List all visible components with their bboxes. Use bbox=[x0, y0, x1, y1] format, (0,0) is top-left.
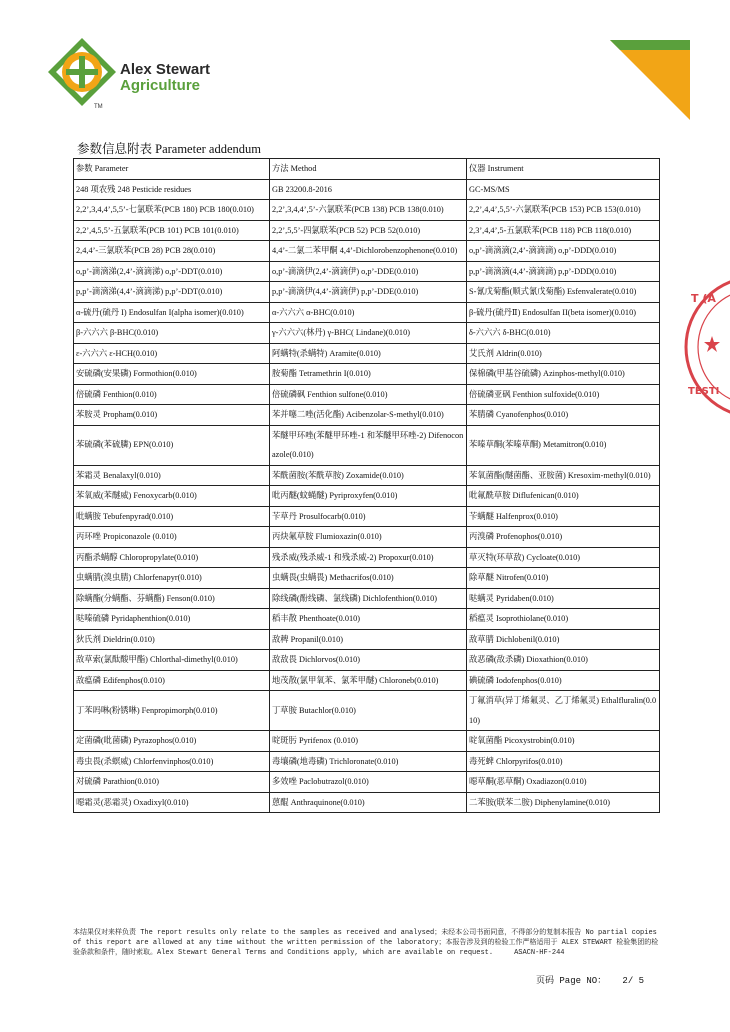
table-row bbox=[74, 670, 660, 691]
table-row bbox=[74, 629, 660, 650]
method-cell: 吡丙醚(蚊蝇醚) Pyriproxyfen(0.010) bbox=[270, 486, 467, 507]
method-cell: 残杀威(残杀威-1 和残杀威-2) Propoxur(0.010) bbox=[270, 547, 467, 568]
parameter-cell: 丙环唑 Propiconazole (0.010) bbox=[74, 527, 270, 548]
parameter-cell: 2,2’,3,4,4’,5,5’-七氯联苯(PCB 180) PCB 180(0.010) bbox=[74, 200, 270, 221]
parameter-cell: 苯硫磷(苯硫膦) EPN(0.010) bbox=[74, 425, 270, 465]
instrument-cell: 除草醚 Nitrofen(0.010) bbox=[467, 568, 660, 589]
method-cell: 多效唑 Paclobutrazol(0.010) bbox=[270, 772, 467, 793]
parameter-cell: p,p’-滴滴涕(4,4’-滴滴涕) p,p’-DDT(0.010) bbox=[74, 282, 270, 303]
method-cell: 苯并噻二唑(活化酯) Acibenzolar-S-methyl(0.010) bbox=[270, 405, 467, 426]
method-cell: γ-六六六(林丹) γ-BHC( Lindane)(0.010) bbox=[270, 323, 467, 344]
instrument-cell: 苄螨醚 Halfenprox(0.010) bbox=[467, 506, 660, 527]
table-row bbox=[74, 241, 660, 262]
parameter-cell: 苯霜灵 Benalaxyl(0.010) bbox=[74, 465, 270, 486]
instrument-cell: 噁草酮(恶草酮) Oxadiazon(0.010) bbox=[467, 772, 660, 793]
parameter-cell: ε-六六六 ε-HCH(0.010) bbox=[74, 343, 270, 364]
table-row bbox=[74, 792, 660, 813]
page-value: 2/ 5 bbox=[622, 976, 645, 986]
table-row bbox=[74, 650, 660, 671]
instrument-cell: 倍硫磷亚砜 Fenthion sulfoxide(0.010) bbox=[467, 384, 660, 405]
method-cell: 苯酰菌胺(苯酰草胺) Zoxamide(0.010) bbox=[270, 465, 467, 486]
instrument-cell: GC-MS/MS bbox=[467, 179, 660, 200]
instrument-cell: β-硫丹(硫丹Ⅱ) Endosulfan II(beta isomer)(0.010) bbox=[467, 302, 660, 323]
instrument-cell: S-氰戊菊酯(顺式氰戊菊酯) Esfenvalerate(0.010) bbox=[467, 282, 660, 303]
parameter-cell: 定菌磷(吡菌磷) Pyrazophos(0.010) bbox=[74, 731, 270, 752]
instrument-cell: p,p’-滴滴滴(4,4’-滴滴滴) p,p’-DDD(0.010) bbox=[467, 261, 660, 282]
method-cell: p,p’-滴滴伊(4,4’-滴滴伊) p,p’-DDE(0.010) bbox=[270, 282, 467, 303]
instrument-cell: 草灭特(环草敌) Cycloate(0.010) bbox=[467, 547, 660, 568]
method-cell: o,p’-滴滴伊(2,4’-滴滴伊) o,p’-DDE(0.010) bbox=[270, 261, 467, 282]
table-row bbox=[74, 384, 660, 405]
trademark: TM bbox=[94, 104, 103, 110]
instrument-cell: 丁氟消草(异丁烯氟灵、乙丁烯氟灵) Ethalfluralin(0.010) bbox=[467, 691, 660, 731]
instrument-cell: 啶氧菌酯 Picoxystrobin(0.010) bbox=[467, 731, 660, 752]
brand-name bbox=[120, 62, 210, 94]
page-number bbox=[536, 973, 644, 986]
method-cell: 丙炔氟草胺 Flumioxazin(0.010) bbox=[270, 527, 467, 548]
table-row bbox=[74, 568, 660, 589]
method-cell: 阿螨特(杀螨特) Aramite(0.010) bbox=[270, 343, 467, 364]
instrument-cell: 毒死蜱 Chlorpyrifos(0.010) bbox=[467, 751, 660, 772]
instrument-cell: 二苯胺(联苯二胺) Diphenylamine(0.010) bbox=[467, 792, 660, 813]
method-cell: 苯醚甲环唑(苯醚甲环唑-1 和苯醚甲环唑-2) Difenoconazole(0.010) bbox=[270, 425, 467, 465]
brand-line2: Agriculture bbox=[120, 77, 201, 94]
parameter-cell: β-六六六 β-BHC(0.010) bbox=[74, 323, 270, 344]
page-label: 页码 Page NO： bbox=[536, 976, 607, 986]
parameter-cell: 对硫磷 Parathion(0.010) bbox=[74, 772, 270, 793]
method-cell: 2,2’,3,4,4’,5’-六氯联苯(PCB 138) PCB 138(0.010) bbox=[270, 200, 467, 221]
instrument-cell: 苯嗪草酮(苯嗪草酮) Metamitron(0.010) bbox=[467, 425, 660, 465]
method-cell: 倍硫磷砜 Fenthion sulfone(0.010) bbox=[270, 384, 467, 405]
table-row bbox=[74, 282, 660, 303]
table-row bbox=[74, 323, 660, 344]
parameter-cell: 狄氏剂 Dieldrin(0.010) bbox=[74, 629, 270, 650]
parameter-cell: 吡螨胺 Tebufenpyrad(0.010) bbox=[74, 506, 270, 527]
method-cell: 虫螨畏(虫螨畏) Methacrifos(0.010) bbox=[270, 568, 467, 589]
parameter-cell: 248 项农残 248 Pesticide residues bbox=[74, 179, 270, 200]
parameter-cell: 苯氧威(苯醚威) Fenoxycarb(0.010) bbox=[74, 486, 270, 507]
instrument-cell: 2,2’,4,4’,5,5’-六氯联苯(PCB 153) PCB 153(0.010) bbox=[467, 200, 660, 221]
testing-seal-stamp bbox=[682, 262, 730, 432]
method-cell: 毒壤磷(地毒磷) Trichloronate(0.010) bbox=[270, 751, 467, 772]
method-cell: 稻丰散 Phenthoate(0.010) bbox=[270, 609, 467, 630]
table-row bbox=[74, 691, 660, 731]
instrument-cell: 苯氧菌酯(醚菌酯、亚胺菌) Kresoxim-methyl(0.010) bbox=[467, 465, 660, 486]
method-cell: 胺菊酯 Tetramethrin I(0.010) bbox=[270, 364, 467, 385]
instrument-cell: o,p’-滴滴滴(2,4’-滴滴滴) o,p’-DDD(0.010) bbox=[467, 241, 660, 262]
method-cell: GB 23200.8-2016 bbox=[270, 179, 467, 200]
instrument-cell: 艾氏剂 Aldrin(0.010) bbox=[467, 343, 660, 364]
method-cell: 除线磷(酚线磷、氯线磷) Dichlofenthion(0.010) bbox=[270, 588, 467, 609]
instrument-cell: 稻瘟灵 Isoprothiolane(0.010) bbox=[467, 609, 660, 630]
table-row bbox=[74, 425, 660, 465]
table-row bbox=[74, 302, 660, 323]
method-cell: 啶斑肟 Pyrifenox (0.010) bbox=[270, 731, 467, 752]
method-cell: 敌稗 Propanil(0.010) bbox=[270, 629, 467, 650]
instrument-cell: δ-六六六 δ-BHC(0.010) bbox=[467, 323, 660, 344]
table-row bbox=[74, 751, 660, 772]
table-row bbox=[74, 486, 660, 507]
table-row bbox=[74, 220, 660, 241]
parameter-cell: 虫螨腈(溴虫腈) Chlorfenapyr(0.010) bbox=[74, 568, 270, 589]
table-row bbox=[74, 179, 660, 200]
table-row bbox=[74, 772, 660, 793]
parameter-cell: 2,4,4’-三氯联苯(PCB 28) PCB 28(0.010) bbox=[74, 241, 270, 262]
instrument-cell: 吡氟酰草胺 Diflufenican(0.010) bbox=[467, 486, 660, 507]
parameter-cell: 倍硫磷 Fenthion(0.010) bbox=[74, 384, 270, 405]
instrument-cell: 保棉磷(甲基谷硫磷) Azinphos-methyl(0.010) bbox=[467, 364, 660, 385]
table-row bbox=[74, 609, 660, 630]
instrument-cell: 敌恶磷(敌杀磷) Dioxathion(0.010) bbox=[467, 650, 660, 671]
report-disclaimer bbox=[73, 928, 659, 958]
header-instrument: 仪器 Instrument bbox=[467, 159, 660, 180]
table-row bbox=[74, 343, 660, 364]
parameter-cell: 敌瘟磷 Edifenphos(0.010) bbox=[74, 670, 270, 691]
parameter-cell: 毒虫畏(杀螟威) Chlorfenvinphos(0.010) bbox=[74, 751, 270, 772]
table-header-row bbox=[74, 159, 660, 180]
method-cell: 4,4’-二氯二苯甲酮 4,4’-Dichlorobenzophenone(0.010) bbox=[270, 241, 467, 262]
table-row bbox=[74, 261, 660, 282]
method-cell: 地茂散(氯甲氧苯、氯苯甲醚) Chloroneb(0.010) bbox=[270, 670, 467, 691]
method-cell: α-六六六 α-BHC(0.010) bbox=[270, 302, 467, 323]
form-code: ASACN-HF-244 bbox=[514, 949, 565, 957]
method-cell: 2,2’,5,5’-四氯联苯(PCB 52) PCB 52(0.010) bbox=[270, 220, 467, 241]
table-row bbox=[74, 465, 660, 486]
page-title: 参数信息附表 Parameter addendum bbox=[77, 142, 261, 156]
table-row bbox=[74, 527, 660, 548]
instrument-cell: 2,3’,4,4’,5-五氯联苯(PCB 118) PCB 118(0.010) bbox=[467, 220, 660, 241]
table-row bbox=[74, 547, 660, 568]
instrument-cell: 哒螨灵 Pyridaben(0.010) bbox=[467, 588, 660, 609]
parameter-cell: 丁苯吗啉(粉锈啉) Fenpropimorph(0.010) bbox=[74, 691, 270, 731]
method-cell: 丁草胺 Butachlor(0.010) bbox=[270, 691, 467, 731]
disclaimer-text: 本结果仅对来样负责 The report results only relate to the samples as received and analysed；未经本公司书面同意，不得部分的复制本报告 No partial copies of this report are allowed at any time without the written permission of the laboratory；本报告涉及到的检验工作严格适用于 ALEX STEWART 检验集团的检验条款和条件，随时索取。Alex Stewart General Terms and Conditions apply, which are available on request. bbox=[73, 929, 659, 957]
parameter-cell: 2,2’,4,5,5’-五氯联苯(PCB 101) PCB 101(0.010) bbox=[74, 220, 270, 241]
parameter-cell: 除螨酯(分螨酯、芬螨酯) Fenson(0.010) bbox=[74, 588, 270, 609]
parameter-cell: 噁霜灵(恶霜灵) Oxadixyl(0.010) bbox=[74, 792, 270, 813]
alex-stewart-logo-icon bbox=[46, 36, 118, 108]
table-row bbox=[74, 405, 660, 426]
instrument-cell: 丙溴磷 Profenophos(0.010) bbox=[467, 527, 660, 548]
method-cell: 敌敌畏 Dichlorvos(0.010) bbox=[270, 650, 467, 671]
parameter-cell: 苯胺灵 Propham(0.010) bbox=[74, 405, 270, 426]
table-row bbox=[74, 364, 660, 385]
parameter-cell: 哒嗪硫磷 Pyridaphenthion(0.010) bbox=[74, 609, 270, 630]
table-row bbox=[74, 506, 660, 527]
parameter-table bbox=[73, 158, 660, 813]
corner-triangle-decoration bbox=[610, 40, 690, 120]
header-method: 方法 Method bbox=[270, 159, 467, 180]
parameter-cell: o,p’-滴滴涕(2,4’-滴滴涕) o,p’-DDT(0.010) bbox=[74, 261, 270, 282]
header-parameter: 参数 Parameter bbox=[74, 159, 270, 180]
parameter-cell: 丙酯杀螨醇 Chloropropylate(0.010) bbox=[74, 547, 270, 568]
method-cell: 苄草丹 Prosulfocarb(0.010) bbox=[270, 506, 467, 527]
instrument-cell: 苯腈磷 Cyanofenphos(0.010) bbox=[467, 405, 660, 426]
parameter-cell: 安硫磷(安果磷) Formothion(0.010) bbox=[74, 364, 270, 385]
brand-line1: Alex Stewart bbox=[120, 61, 211, 78]
method-cell: 蒽醌 Anthraquinone(0.010) bbox=[270, 792, 467, 813]
table-row bbox=[74, 588, 660, 609]
svg-text:T (A: T (A bbox=[691, 292, 716, 305]
table-row bbox=[74, 200, 660, 221]
parameter-cell: 敌草索(氯酞酸甲酯) Chlorthal-dimethyl(0.010) bbox=[74, 650, 270, 671]
parameter-cell: α-硫丹(硫丹 I) Endosulfan I(alpha isomer)(0.010) bbox=[74, 302, 270, 323]
instrument-cell: 敌草腈 Dichlobenil(0.010) bbox=[467, 629, 660, 650]
table-row bbox=[74, 731, 660, 752]
svg-text:TESTI: TESTI bbox=[688, 386, 720, 397]
instrument-cell: 碘硫磷 Iodofenphos(0.010) bbox=[467, 670, 660, 691]
